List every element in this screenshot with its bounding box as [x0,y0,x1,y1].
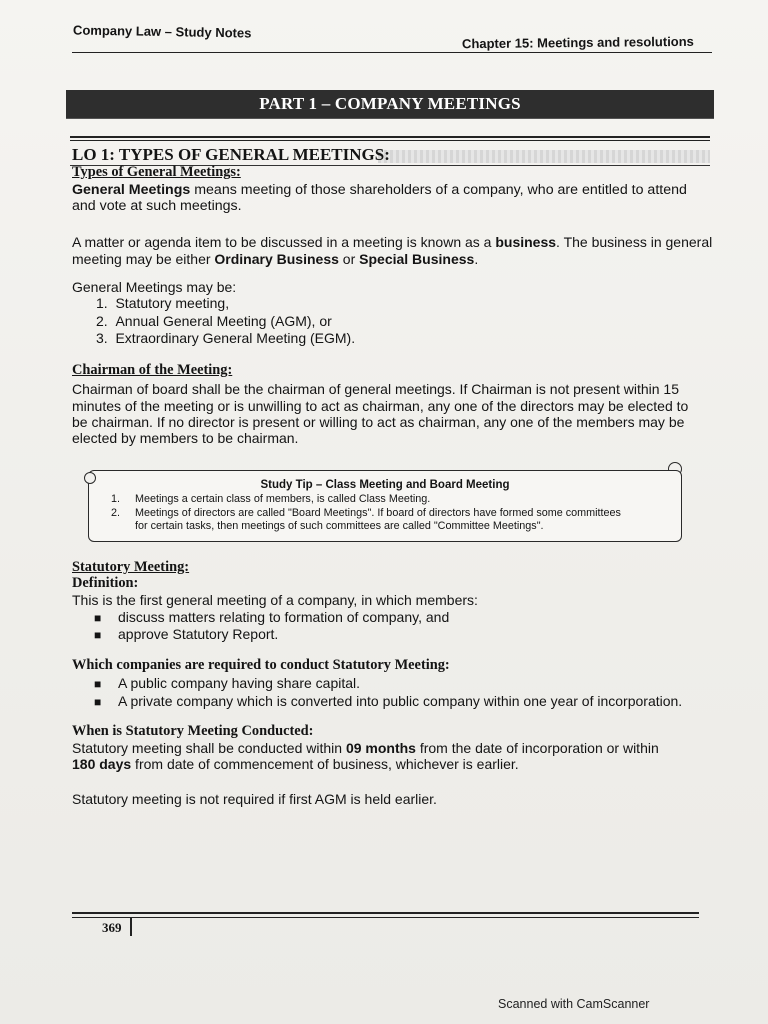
list-number: 2. [111,507,121,519]
not-required-text: Statutory meeting is not required if first AGM is held earlier. [72,791,437,807]
list-text: Extraordinary General Meeting (EGM). [115,330,356,346]
list-text: Meetings of directors are called "Board Meetings". If board of directors have formed some committees [135,507,621,519]
study-tip-item [111,493,430,506]
text-run: Statutory meeting shall be conducted within [72,740,346,756]
text-run: from the date of incorporation or within [415,740,659,756]
study-tip-item [111,507,621,520]
page-number: 369 [102,920,122,935]
section-rule [70,136,710,138]
text-run: . [474,251,479,267]
part-banner [66,90,714,118]
list-text: Statutory meeting, [115,295,230,311]
header-right: Chapter 15: Meetings and resolutions [461,33,694,52]
business-term: business [495,234,557,250]
chairman-line: elected by members to be chairman. [72,430,299,446]
definition-bullet [94,609,449,626]
general-meetings-def-line2: and vote at such meetings. [72,198,242,214]
statutory-heading: Statutory Meeting: [72,559,190,575]
text-run: A matter or agenda item to be discussed in a meeting is known as a [72,234,496,250]
ordinary-business-term: Ordinary Business [214,251,339,267]
list-text: Annual General Meeting (AGM), or [115,313,332,329]
chairman-line: Chairman of board shall be the chairman of general meetings. If Chairman is not present within 15 [72,381,679,397]
text-run: meeting may be either [72,251,215,267]
may-be-intro: General Meetings may be: [72,279,237,295]
text-run: . The business in general [556,234,713,250]
when-heading: When is Statutory Meeting Conducted: [72,723,314,739]
types-heading: Types of General Meetings: [72,164,241,180]
list-number: 3. [96,330,108,346]
list-text: A private company which is converted into public company within one year of incorporation. [118,693,683,709]
when-line2 [72,756,519,772]
study-tip-title: Study Tip – Class Meeting and Board Meeting [260,479,510,491]
days-term: 180 days [72,756,132,772]
general-meetings-def-text: means meeting of those shareholders of a company, who are entitled to attend [190,182,687,198]
chairman-line: minutes of the meeting or is unwilling to act as chairman, any one of the directors may be elected to [72,398,689,414]
bullet-icon: ■ [94,628,102,642]
list-number: 1. [96,295,108,311]
section-rule [70,140,710,141]
heading-shade [378,150,710,163]
list-text: discuss matters relating to formation of company, and [118,609,450,625]
list-number: 1. [111,493,121,505]
part-title: PART 1 – COMPANY MEETINGS [259,94,521,113]
list-text: A public company having share capital. [118,675,361,691]
definition-bullet [94,626,278,643]
text-run: from date of commencement of business, whichever is earlier. [131,756,519,772]
which-heading: Which companies are required to conduct Statutory Meeting: [72,657,450,673]
scroll-curl-decoration [84,472,96,484]
bullet-icon: ■ [94,677,102,691]
bullet-icon: ■ [94,611,102,625]
general-meetings-definition [72,182,687,198]
which-bullet [94,693,682,710]
when-line1 [72,740,659,756]
scanner-watermark: Scanned with CamScanner [498,997,650,1011]
footer-rule [72,912,699,914]
list-text: Meetings a certain class of members, is called Class Meeting. [135,493,431,505]
business-para-line2 [72,251,478,267]
general-meetings-term: General Meetings [72,182,191,198]
definition-text: This is the first general meeting of a company, in which members: [72,592,478,608]
footer-rule [72,917,699,918]
list-text: approve Statutory Report. [118,626,279,642]
chairman-line: be chairman. If no director is present or willing to act as chairman, any one of the members may be [72,414,685,430]
business-para-line1 [72,234,712,250]
study-tip-item-cont: for certain tasks, then meetings of such committees are called "Committee Meetings". [135,520,544,532]
text-run: or [338,251,360,267]
page-number-bar [130,918,132,936]
which-bullet [94,675,360,692]
meeting-type-item [96,330,355,346]
meeting-type-item [96,295,229,311]
bullet-icon: ■ [94,695,102,709]
special-business-term: Special Business [359,251,475,267]
header-rule [72,52,712,53]
chairman-heading: Chairman of the Meeting: [72,362,233,378]
list-number: 2. [96,313,108,329]
lo-title: LO 1: TYPES OF GENERAL MEETINGS: [72,145,390,164]
meeting-type-item [96,313,332,329]
study-tip-box [88,470,682,542]
definition-heading: Definition: [72,575,139,591]
nine-months-term: 09 months [345,740,416,756]
header-left: Company Law – Study Notes [72,22,252,41]
